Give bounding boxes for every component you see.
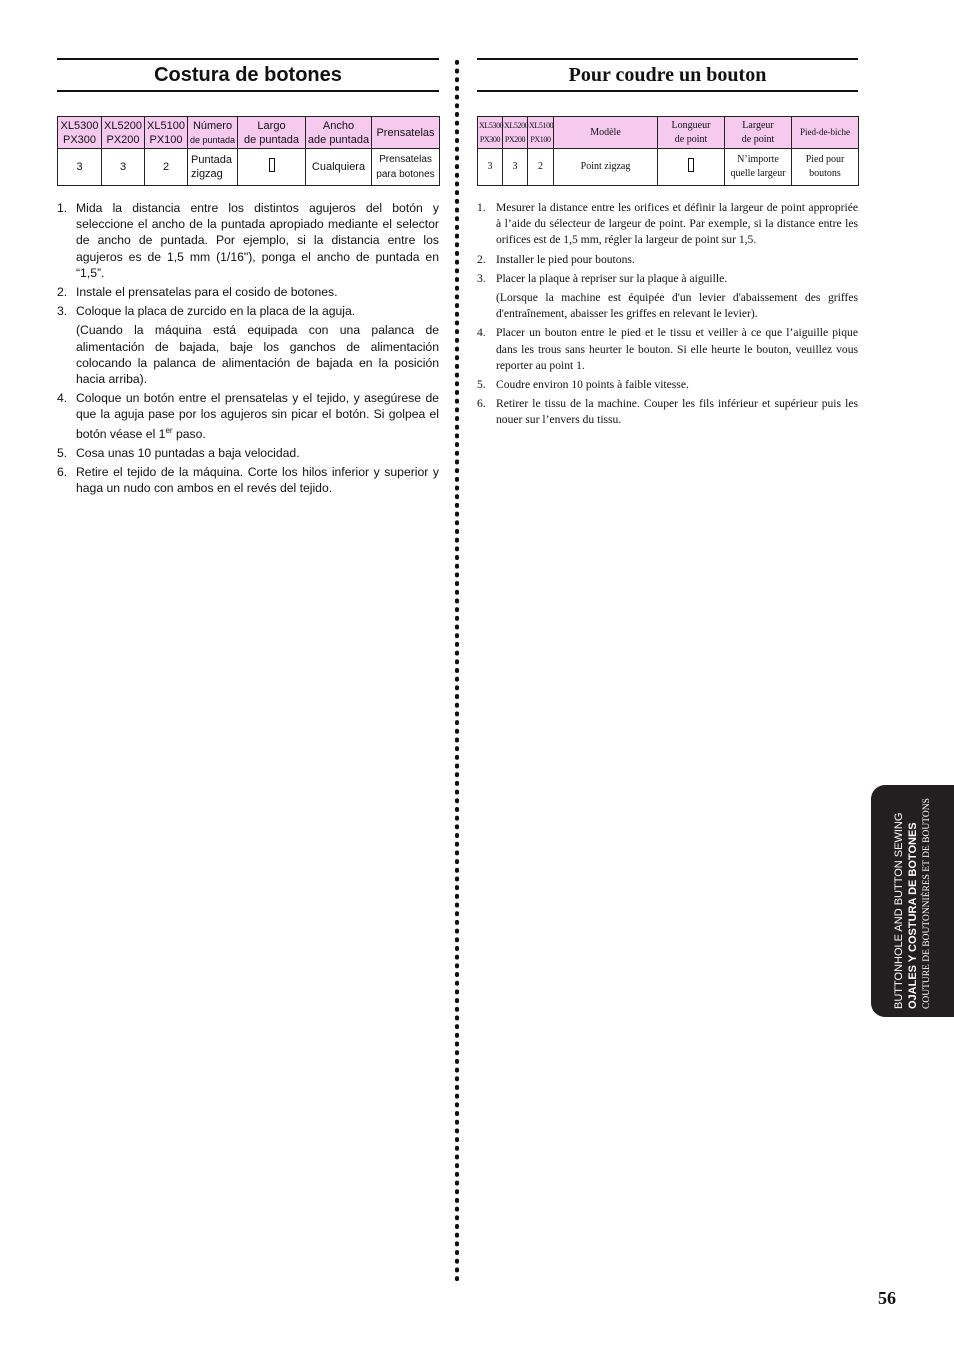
table-header-cell: XL5300 PX300 bbox=[58, 117, 102, 149]
table-header-cell: XL5200 PX200 bbox=[503, 117, 528, 149]
table-row bbox=[58, 149, 440, 186]
list-item: 4. Placer un bouton entre le pied et le tissu et veiller à ce que l’aiguille pique dans les trous sans heurter le bouton. Si elle heurte le bouton, veuillez vous reporter au point 1. bbox=[477, 326, 858, 372]
chapter-side-tab bbox=[871, 785, 954, 1017]
table-header-cell: XL5300 PX300 bbox=[478, 117, 503, 149]
table-header-row bbox=[58, 117, 440, 149]
list-item: 1. Mesurer la distance entre les orifices et définir la largeur de point appropriée à l’aide du sélecteur de largeur de point. Par exemple, si la distance entre les orifices est de 1,5 mm, régler la largeur de point sur 1,5. bbox=[477, 201, 858, 247]
list-item: 3. Placer la plaque à repriser sur la plaque à aiguille. bbox=[477, 271, 728, 285]
stitch-length-icon bbox=[269, 158, 275, 172]
side-tab-english: BUTTONHOLE AND BUTTON SEWING bbox=[892, 812, 905, 1009]
table-header-cell: XL5100 PX100 bbox=[528, 117, 554, 149]
table-cell: Point zigzag bbox=[554, 149, 658, 186]
table-header-cell: XL5200 PX200 bbox=[102, 117, 145, 149]
table-header-cell: Prensatelas bbox=[372, 117, 440, 149]
spanish-section bbox=[57, 58, 439, 500]
list-item: 1. Mida la distancia entre los distintos agujeros del botón y seleccione el ancho de la puntada apropiado mediante el selector de ancho de puntada. Por ejemplo, si la distancia entre los agujeros es de 1,5 mm (1/16"), ponga el ancho de puntada en “1,5”. bbox=[57, 201, 439, 280]
side-tab-spanish: OJALES Y COSTURA DE BOTONES bbox=[906, 822, 919, 1009]
table-header-cell: Número de puntada bbox=[188, 117, 238, 149]
french-title-bar bbox=[477, 58, 858, 92]
table-cell: 3 bbox=[503, 149, 528, 186]
table-header-cell: Ancho ade puntada bbox=[306, 117, 372, 149]
list-item: 6. Retirer le tissu de la machine. Couper les fils inférieur et supérieur puis les nouer sur l’envers du tissu. bbox=[477, 397, 858, 427]
table-cell: 3 bbox=[478, 149, 503, 186]
table-cell: Puntada zigzag bbox=[188, 149, 238, 186]
french-note: (Lorsque la machine est équipée d'un levier d'abaissement des griffes d'entraînement, abaisser les griffes en relevant le levier). bbox=[496, 291, 858, 321]
french-section bbox=[477, 58, 858, 432]
list-item: 2. Instale el prensatelas para el cosido de botones. bbox=[57, 285, 338, 300]
spanish-title-bar bbox=[57, 58, 439, 92]
page-number: 56 bbox=[878, 1288, 896, 1308]
french-title: Pour coudre un bouton bbox=[568, 63, 767, 86]
list-item: 5. Cosa unas 10 puntadas a baja velocidad. bbox=[57, 445, 300, 460]
table-row bbox=[478, 149, 859, 186]
table-cell: 2 bbox=[145, 149, 188, 186]
table-cell: N’importe quelle largeur bbox=[725, 149, 792, 186]
list-item: 4. Coloque un botón entre el prensatelas y el tejido, y asegúrese de que la aguja pase por los agujeros sin picar el botón. Si golpea el botón véase el 1er paso. bbox=[57, 391, 439, 441]
dotted-column-divider bbox=[455, 58, 459, 1283]
table-header-cell: Modèle bbox=[554, 117, 658, 149]
table-header-cell: Longueur de point bbox=[658, 117, 725, 149]
list-item: 6. Retire el tejido de la máquina. Corte los hilos inferior y superior y haga un nudo con ambos en el revés del tejido. bbox=[57, 465, 439, 496]
spanish-steps bbox=[57, 200, 439, 319]
side-tab-french: COUTURE DE BOUTONNIÈRES ET DE BOUTONS bbox=[921, 798, 932, 1009]
spanish-steps-continued bbox=[57, 390, 439, 496]
table-cell: 3 bbox=[102, 149, 145, 186]
spanish-title: Costura de botones bbox=[154, 63, 342, 86]
list-item: 5. Coudre environ 10 points à faible vitesse. bbox=[477, 378, 689, 392]
table-header-cell: XL5100 PX100 bbox=[145, 117, 188, 149]
spanish-note: (Cuando la máquina está equipada con una palanca de alimentación de bajada, baje los ganchos de alimentación colocando la palanca de alimentación de bajada en la posición hacia arriba). bbox=[76, 323, 439, 387]
list-item: 2. Installer le pied pour boutons. bbox=[477, 252, 635, 266]
table-cell: Prensatelas para botones bbox=[372, 149, 440, 186]
table-cell: Pied pour boutons bbox=[792, 149, 859, 186]
table-cell bbox=[658, 149, 725, 186]
list-item: 3. Coloque la placa de zurcido en la placa de la aguja. bbox=[57, 304, 356, 319]
french-steps bbox=[477, 200, 858, 287]
stitch-length-icon bbox=[688, 158, 694, 172]
table-cell: 3 bbox=[58, 149, 102, 186]
spanish-spec-table bbox=[57, 116, 440, 186]
table-header-cell: Largeur de point bbox=[725, 117, 792, 149]
table-cell: 2 bbox=[528, 149, 554, 186]
french-spec-table bbox=[477, 116, 859, 186]
table-header-cell: Largo de puntada bbox=[238, 117, 306, 149]
table-cell bbox=[238, 149, 306, 186]
table-cell: Cualquiera bbox=[306, 149, 372, 186]
table-header-cell: Pied-de-biche bbox=[792, 117, 859, 149]
french-steps-continued bbox=[477, 325, 858, 428]
table-header-row bbox=[478, 117, 859, 149]
